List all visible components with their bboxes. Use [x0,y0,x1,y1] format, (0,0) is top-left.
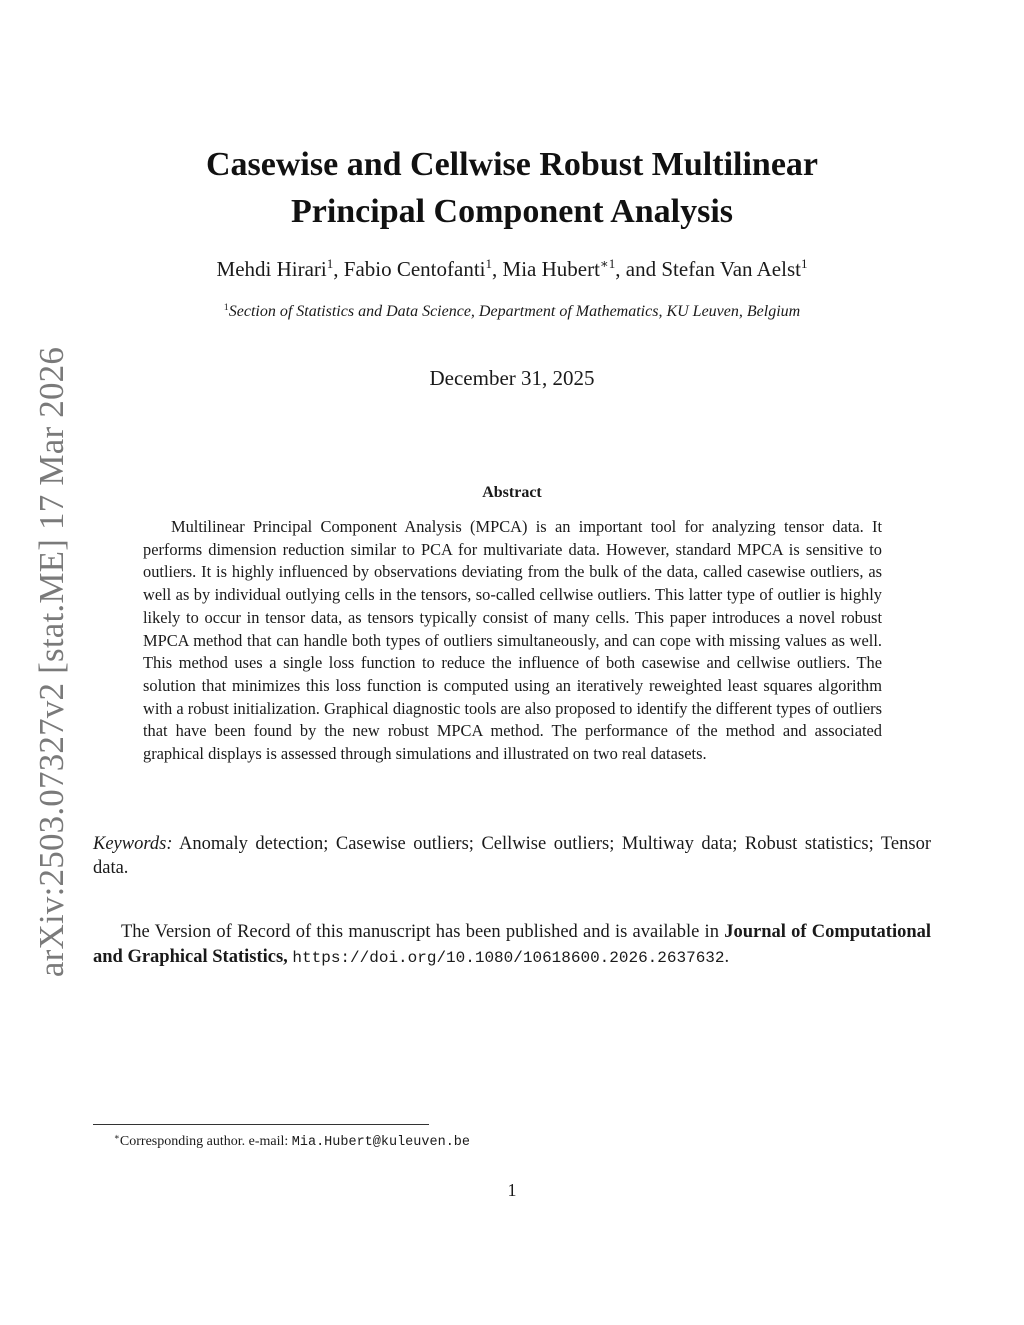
footnote-rule [93,1124,429,1125]
author: Mia Hubert [502,257,600,281]
author-affiliation-mark: 1 [800,255,808,271]
doi-link[interactable]: https://doi.org/10.1080/10618600.2026.2637632 [292,949,725,967]
author-list [0,255,1024,283]
corresponding-email[interactable]: Mia.Hubert@kuleuven.be [291,1135,470,1150]
affiliation-text: Section of Statistics and Data Science, Department of Mathematics, KU Leuven, Belgium [228,303,801,320]
author-affiliation-mark: 1 [485,255,493,271]
title-line-2: Principal Component Analysis [290,193,734,230]
author-separator: , [492,257,503,281]
keywords-text: Anomaly detection; Casewise outliers; Cellwise outliers; Multiway data; Robust statistics; Tensor data. [93,834,931,878]
version-of-record-note [93,920,931,971]
author-separator: , and [615,257,662,281]
record-text: The Version of Record of this manuscript has been published and is available in [121,922,719,942]
author: Fabio Centofanti [343,257,486,281]
record-end: . [724,947,730,967]
paper-date: December 31, 2025 [429,366,595,390]
abstract-heading: Abstract [482,484,542,501]
abstract-text: Multilinear Principal Component Analysis (MPCA) is an important tool for analyzing tensor data. It performs dimension reduction similar to PCA for multivariate data. However, standard MPCA is sensitive to outliers. It is highly influenced by observations deviating from the bulk of the data, called casewise outliers, as well as by individual outlying cells in the tensors, so-called cellwise outliers. This latter type of outlier is highly likely to occur in tensor data, as tensors typically consist of many cells. This paper introduces a novel robust MPCA method that can handle both types of outliers simultaneously, and can cope with missing values as well. This method uses a single loss function to reduce the influence of both casewise and cellwise outliers. The solution that minimizes this loss function is computed using an iteratively reweighted least squares algorithm with a robust initialization. Graphical diagnostic tools are also proposed to identify the different types of outliers that have been found by the new robust MPCA method. The performance of the method and associated graphical displays is assessed through simulations and illustrated on two real datasets. [143,517,882,764]
keywords-label: Keywords: [93,834,173,854]
author-separator: , [333,257,344,281]
title-line-1: Casewise and Cellwise Robust Multilinear [206,146,818,183]
affiliation [0,301,1024,323]
arxiv-identifier[interactable]: arXiv:2503.07327v2 [stat.ME] 17 Mar 2026 [32,346,71,978]
affiliation-mark: 1 [223,301,229,313]
author-affiliation-mark: ∗1 [599,255,616,271]
footnote-mark: ∗ [114,1131,120,1142]
author-affiliation-mark: 1 [326,255,334,271]
author: Mehdi Hirari [216,257,327,281]
footnote-text: Corresponding author. e-mail: [119,1134,289,1149]
journal-name: Journal of Computational and Graphical Statistics, [93,922,932,967]
keywords [93,832,931,880]
footnote [114,1132,470,1153]
author: Stefan Van Aelst [661,257,801,281]
paper-title [0,141,1024,235]
page-number: 1 [507,1180,517,1200]
